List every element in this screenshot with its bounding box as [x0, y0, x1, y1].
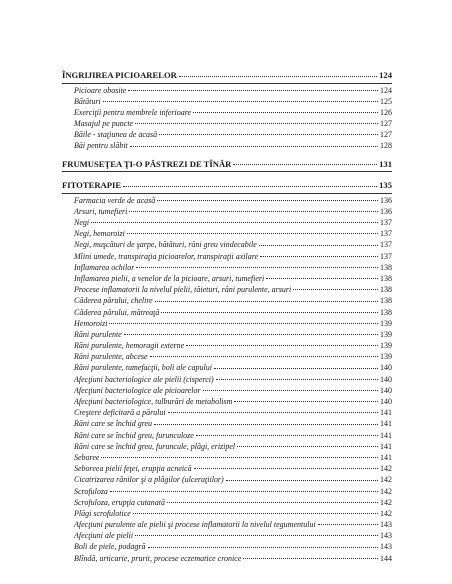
toc-entry-page-number: 138	[380, 285, 392, 295]
toc-entry-page-number: 127	[380, 130, 392, 140]
toc-entry-title: Negi, muşcături de şarpe, bătături, răni greu vindecabile	[74, 240, 257, 250]
dot-leader	[214, 368, 378, 369]
dot-leader	[179, 76, 377, 77]
toc-entry-title: Creştere deficitară a părului	[74, 408, 166, 418]
toc-entry-title: Răni care se închid greu, furunculoze	[74, 430, 194, 440]
toc-entry-title: Hemoroizi	[74, 318, 108, 328]
toc-entry-page-number: 143	[380, 542, 392, 552]
section-rule	[62, 171, 392, 172]
dot-leader	[167, 502, 378, 503]
dot-leader	[226, 480, 378, 481]
dot-leader	[150, 356, 378, 357]
toc-entry-title: Răni care se închid greu, furuncule, plăgi, erizipel	[74, 441, 236, 451]
dot-leader	[243, 558, 378, 559]
toc-entry-page-number: 140	[380, 374, 392, 384]
toc-entry	[62, 195, 392, 206]
toc-entry	[62, 486, 392, 497]
dot-leader	[124, 334, 378, 335]
toc-entry-page-number: 141	[380, 452, 392, 462]
toc-entry-page-number: 139	[380, 318, 392, 328]
toc-entry	[62, 418, 392, 429]
toc-entry-page-number: 138	[380, 273, 392, 283]
toc-entry-page-number: 140	[380, 397, 392, 406]
toc-entry-title: Afecţiuni ale pielii	[74, 531, 134, 541]
dot-leader	[91, 222, 378, 223]
dot-leader	[293, 289, 378, 290]
toc-entry-title: Plăgi scrofulotice	[74, 508, 131, 518]
dot-leader	[203, 390, 378, 391]
toc-entry-page-number: 128	[380, 141, 392, 151]
toc-entry	[62, 497, 392, 508]
dot-leader	[233, 164, 377, 165]
toc-entry	[62, 541, 392, 552]
toc-entry-title: Afecţiuni bacteriologice, tulburări de metabolism	[74, 397, 233, 406]
toc-entry	[62, 474, 392, 485]
toc-entry	[62, 407, 392, 418]
toc-entry-title: Afecţiuni purulente ale pielii şi procese inflamatorii la nivelul tegumentului	[74, 520, 316, 530]
toc-entry	[62, 251, 392, 262]
toc-entry	[62, 85, 392, 96]
toc-entry	[62, 273, 392, 284]
toc-entry-title: Farmacia verde de acasă	[74, 195, 156, 205]
toc-entry-page-number: 141	[380, 441, 392, 451]
toc-entry-page-number: 142	[380, 497, 392, 507]
toc-entry-page-number: 139	[380, 329, 392, 339]
toc-entry-title: Arsuri, tumefieri	[74, 206, 128, 216]
toc-entry-page-number: 136	[380, 195, 392, 205]
dot-leader	[135, 535, 378, 536]
toc-entry-title: Negi	[74, 218, 90, 227]
toc-entry-title: Cicatrizarea rănilor şi a plăgilor (ulceraţiilor)	[74, 475, 224, 485]
toc-entry-title: Băi pentru slăbit	[74, 141, 128, 151]
toc-entry	[62, 463, 392, 474]
toc-entry-title: Afecţiuni bacteriologice ale picioarelor	[74, 385, 201, 395]
dot-leader	[103, 101, 378, 102]
toc-entry-page-number: 125	[380, 96, 392, 106]
toc-entry-title: Negi, hemoroizi	[74, 229, 125, 239]
toc-entry-page-number: 124	[380, 85, 392, 95]
toc-entry-page-number: 142	[380, 508, 392, 518]
toc-entry-page-number: 139	[380, 352, 392, 362]
toc-entry-title: Picioare obosite	[74, 85, 127, 95]
dot-leader	[109, 323, 378, 324]
dot-leader	[266, 278, 378, 279]
toc-entry-page-number: 139	[380, 341, 392, 351]
toc-entry-page-number: 140	[380, 385, 392, 395]
toc-entry-title: Răni care se închid greu	[74, 419, 153, 429]
toc-entry-title: Exerciţii pentru membrele inferioare	[74, 107, 192, 117]
dot-leader	[101, 457, 378, 458]
section-rule	[62, 83, 392, 84]
toc-entry	[62, 441, 392, 452]
toc-entry-title: Scrofuloza	[74, 486, 108, 496]
toc-entry	[62, 362, 392, 373]
toc-entry-title: Inflamarea pielii, a venelor de la picioare, arsuri, tumefieri	[74, 273, 265, 283]
toc-entry-title: Mîini umede, transpiraţia picioarelor, transpiraţii axilare	[74, 251, 259, 261]
dot-leader	[161, 312, 378, 313]
toc-entry-title: Răni purulente, tumefacţii, boli ale capului	[74, 363, 212, 373]
toc-entry-title: Răni purulente	[74, 329, 122, 339]
toc-entry-page-number: 144	[380, 553, 392, 563]
toc-entry	[62, 206, 392, 217]
toc-entry-page-number: 142	[380, 486, 392, 496]
toc-entry	[62, 284, 392, 295]
toc-entry-title: Procese inflamatorii la nivelul pielii, tăieturi, răni purulente, arsuri	[74, 285, 292, 295]
dot-leader	[159, 134, 378, 135]
toc-entry-page-number: 137	[380, 251, 392, 261]
toc-entry	[62, 385, 392, 396]
dot-leader	[135, 123, 378, 124]
dot-leader	[193, 112, 378, 113]
dot-leader	[237, 446, 378, 447]
toc-entry-title: Inflamarea ochilor	[74, 262, 135, 272]
dot-leader	[157, 200, 378, 201]
toc-entry	[62, 396, 392, 407]
toc-entry-title: Căderea părului, mătreaţă	[74, 307, 160, 317]
toc-entry-page-number: 138	[380, 262, 392, 272]
toc-entry-page-number: 137	[380, 218, 392, 227]
dot-leader	[133, 513, 378, 514]
toc-entry-page-number: 141	[380, 408, 392, 418]
toc-entry-page-number: 126	[380, 107, 392, 117]
table-of-contents	[62, 69, 392, 564]
toc-section-heading-title: FITOTERAPIE	[62, 180, 122, 191]
toc-entry-page-number: 142	[380, 475, 392, 485]
dot-leader	[216, 379, 378, 380]
toc-entry-title: Căderea părului, chelire	[74, 296, 153, 306]
toc-entry-title: Răni purulente, hemoragii externe	[74, 341, 185, 351]
toc-entry	[62, 329, 392, 340]
dot-leader	[234, 401, 378, 402]
toc-entry	[62, 430, 392, 441]
toc-entry-page-number: 143	[380, 520, 392, 530]
dot-leader	[259, 245, 378, 246]
toc-entry-title: Boli de piele, podagră	[74, 542, 146, 552]
toc-entry	[62, 351, 392, 362]
dot-leader	[128, 90, 378, 91]
toc-entry-page-number: 143	[380, 531, 392, 541]
section-rule	[62, 193, 392, 194]
toc-entry-page-number: 137	[380, 240, 392, 250]
toc-entry-title: Afecţiuni bacteriologice ale pielii (cisperci)	[74, 374, 214, 384]
toc-entry-title: Bătături	[74, 96, 101, 106]
toc-entry	[62, 374, 392, 385]
dot-leader	[194, 468, 378, 469]
toc-section-heading	[62, 69, 392, 82]
toc-entry	[62, 239, 392, 250]
toc-entry-title: Blîndă, urticarie, prurit, procese eczematice cronice	[74, 553, 242, 563]
toc-entry	[62, 508, 392, 519]
dot-leader	[196, 435, 378, 436]
toc-entry	[62, 318, 392, 329]
toc-entry	[62, 530, 392, 541]
toc-section-heading	[62, 179, 392, 192]
dot-leader	[154, 424, 378, 425]
toc-entry-title: Băile - staţiunea de acasă	[74, 130, 158, 140]
toc-section-heading-title: ÎNGRIJIREA PICIOARELOR	[62, 70, 177, 80]
toc-entry	[62, 307, 392, 318]
toc-entry-title: Masajul pe puncte	[74, 119, 134, 129]
dot-leader	[123, 186, 377, 187]
toc-section-heading	[62, 158, 392, 171]
toc-entry	[62, 340, 392, 351]
dot-leader	[148, 547, 378, 548]
toc-section-heading-page-number: 124	[379, 70, 392, 80]
toc-entry-title: Seboree	[74, 452, 100, 462]
toc-entry	[62, 553, 392, 564]
toc-entry	[62, 118, 392, 129]
toc-entry	[62, 129, 392, 140]
dot-leader	[136, 267, 378, 268]
toc-entry-page-number: 138	[380, 296, 392, 306]
toc-entry	[62, 217, 392, 228]
toc-section-heading-page-number: 135	[379, 180, 392, 191]
toc-entry	[62, 140, 392, 151]
dot-leader	[110, 491, 378, 492]
toc-entry	[62, 107, 392, 118]
toc-entry-title: Seboreea pielii feţei, erupţia acneică	[74, 464, 192, 474]
dot-leader	[129, 211, 378, 212]
toc-entry	[62, 452, 392, 463]
dot-leader	[186, 345, 378, 346]
toc-entry-page-number: 142	[380, 464, 392, 474]
toc-entry	[62, 96, 392, 107]
toc-entry-page-number: 127	[380, 119, 392, 129]
toc-entry-page-number: 138	[380, 307, 392, 317]
toc-section-heading-title: FRUMUSEŢEA ŢI-O PĂSTREZI DE TÎNĂR	[62, 158, 232, 169]
toc-entry	[62, 519, 392, 530]
toc-entry-title: Scrofuloza, erupţia cutanată	[74, 497, 166, 507]
dot-leader	[318, 524, 378, 525]
dot-leader	[155, 301, 378, 302]
toc-entry-page-number: 140	[380, 363, 392, 373]
toc-entry	[62, 262, 392, 273]
toc-entry-page-number: 136	[380, 206, 392, 216]
dot-leader	[168, 412, 378, 413]
toc-entry-page-number: 141	[380, 419, 392, 429]
toc-section-heading-page-number: 131	[379, 158, 392, 169]
toc-entry-page-number: 137	[380, 229, 392, 239]
toc-entry	[62, 295, 392, 306]
toc-entry	[62, 228, 392, 239]
toc-entry-page-number: 141	[380, 430, 392, 440]
dot-leader	[130, 146, 378, 147]
toc-entry-title: Răni purulente, abcese	[74, 352, 148, 362]
dot-leader	[127, 233, 378, 234]
dot-leader	[260, 256, 378, 257]
